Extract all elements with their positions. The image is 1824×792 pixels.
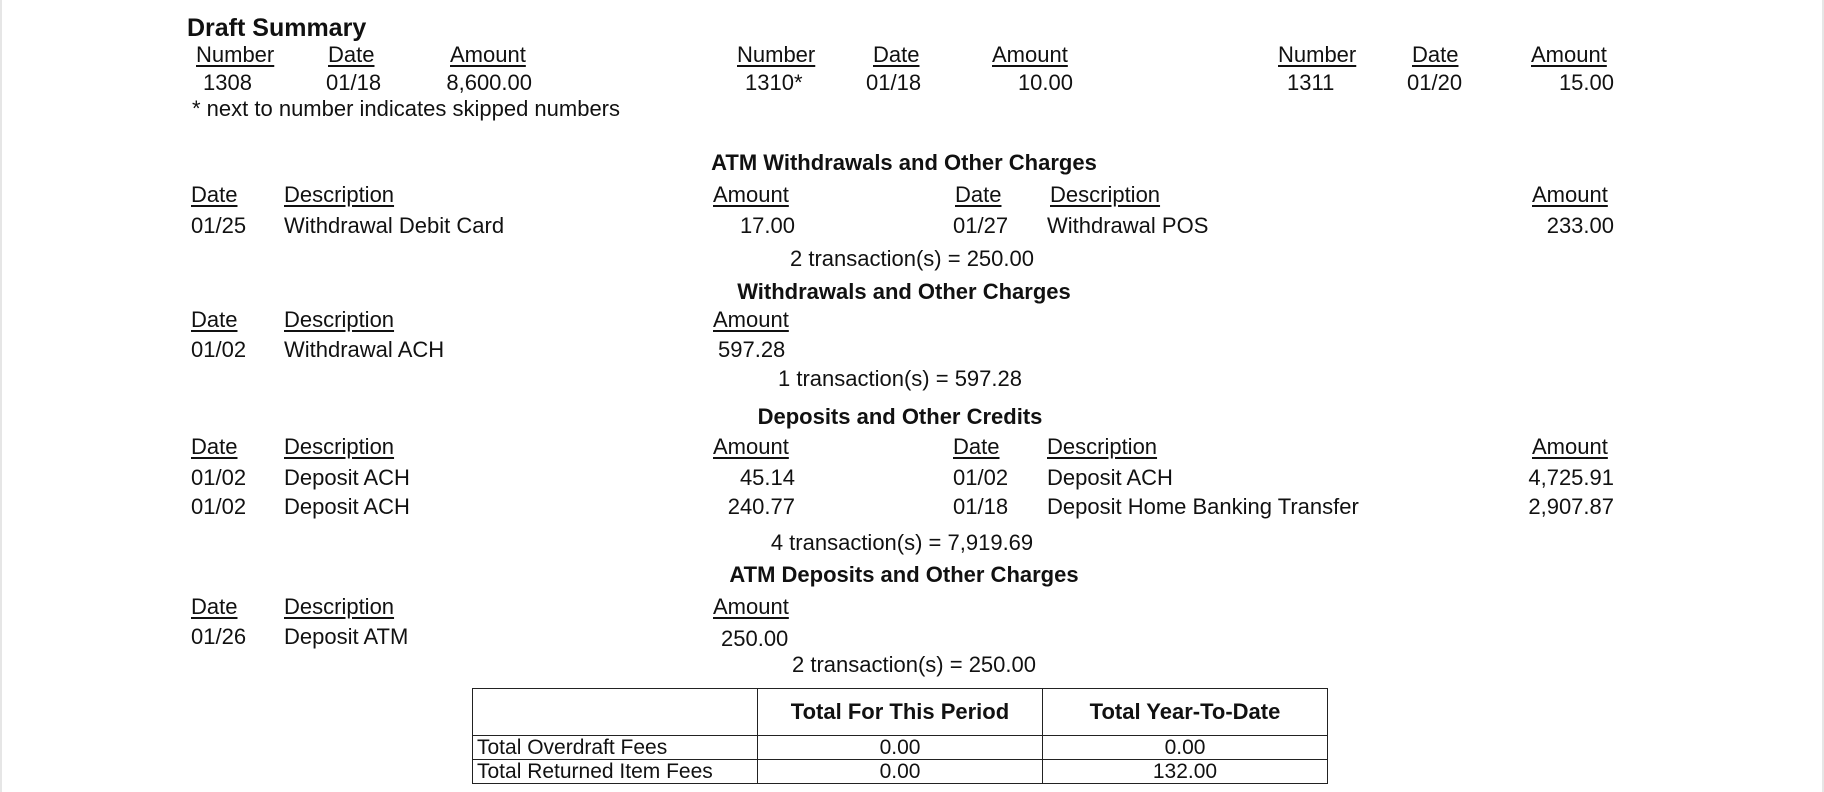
draft-date: 01/20 [1407, 70, 1463, 95]
transaction-description: Deposit ATM [284, 624, 409, 649]
draft-header-number: Number [196, 42, 275, 67]
transaction-date: 01/25 [191, 213, 247, 238]
transaction-amount: 4,725.91 [1528, 465, 1614, 490]
transaction-date: 01/27 [953, 213, 1009, 238]
fee-label: Total Overdraft Fees [473, 736, 758, 760]
header-amount: Amount [1532, 182, 1608, 207]
fees-header-row [473, 689, 1328, 736]
deposits-title: Deposits and Other Credits [757, 404, 1043, 429]
transaction-amount: 17.00 [739, 213, 795, 238]
draft-note: * next to number indicates skipped numbers [192, 96, 621, 121]
fees-header-period: Total For This Period [758, 689, 1043, 736]
draft-header-number: Number [1278, 42, 1357, 67]
fee-period-value: 0.00 [758, 760, 1043, 784]
fee-label: Total Returned Item Fees [473, 760, 758, 784]
draft-header-date: Date [873, 42, 920, 67]
transaction-amount: 2,907.87 [1528, 494, 1614, 519]
transaction-date: 01/26 [191, 624, 247, 649]
draft-summary-title: Draft Summary [187, 14, 367, 42]
transaction-amount: 240.77 [727, 494, 795, 519]
withdrawals-title: Withdrawals and Other Charges [737, 279, 1071, 304]
withdrawals-total: 1 transaction(s) = 597.28 [778, 366, 1022, 391]
fees-table [472, 688, 1328, 784]
fees-header-ytd: Total Year-To-Date [1043, 689, 1328, 736]
transaction-amount: 250.00 [721, 626, 789, 651]
header-date: Date [953, 434, 1000, 459]
draft-header-amount: Amount [1531, 42, 1607, 67]
atm-withdrawals-total: 2 transaction(s) = 250.00 [790, 246, 1034, 271]
draft-number: 1308 [203, 70, 252, 95]
transaction-date: 01/02 [191, 465, 247, 490]
header-amount: Amount [713, 182, 789, 207]
header-description: Description [284, 182, 395, 207]
fees-header-blank [473, 689, 758, 736]
transaction-amount: 45.14 [739, 465, 795, 490]
atm-deposits-title: ATM Deposits and Other Charges [729, 562, 1079, 587]
transaction-date: 01/02 [191, 337, 247, 362]
header-amount: Amount [713, 594, 789, 619]
fees-row [473, 736, 1328, 760]
fee-ytd-value: 132.00 [1043, 760, 1328, 784]
fee-period-value: 0.00 [758, 736, 1043, 760]
header-date: Date [191, 594, 238, 619]
header-description: Description [284, 594, 395, 619]
transaction-date: 01/02 [953, 465, 1009, 490]
atm-withdrawals-title: ATM Withdrawals and Other Charges [711, 150, 1097, 175]
draft-number: 1311 [1287, 70, 1335, 95]
page-edge-left [0, 0, 2, 792]
transaction-description: Deposit ACH [1047, 465, 1173, 490]
transaction-description: Withdrawal Debit Card [284, 213, 505, 238]
header-date: Date [955, 182, 1002, 207]
header-description: Description [284, 307, 395, 332]
draft-date: 01/18 [866, 70, 922, 95]
atm-deposits-total: 2 transaction(s) = 250.00 [792, 652, 1036, 677]
transaction-date: 01/18 [953, 494, 1009, 519]
transaction-description: Deposit ACH [284, 465, 410, 490]
header-amount: Amount [713, 307, 789, 332]
header-date: Date [191, 182, 238, 207]
transaction-description: Deposit Home Banking Transfer [1047, 494, 1359, 519]
transaction-description: Withdrawal POS [1047, 213, 1209, 238]
transaction-amount: 233.00 [1546, 213, 1614, 238]
draft-date: 01/18 [326, 70, 382, 95]
draft-amount: 15.00 [1558, 70, 1614, 95]
draft-amount: 8,600.00 [446, 70, 532, 95]
fees-row [473, 760, 1328, 784]
draft-amount: 10.00 [1017, 70, 1073, 95]
draft-header-date: Date [328, 42, 375, 67]
transaction-amount: 597.28 [718, 337, 786, 362]
header-amount: Amount [1532, 434, 1608, 459]
draft-header-amount: Amount [992, 42, 1068, 67]
header-description: Description [1047, 434, 1158, 459]
fee-ytd-value: 0.00 [1043, 736, 1328, 760]
draft-number: 1310* [745, 70, 803, 95]
header-description: Description [284, 434, 395, 459]
transaction-description: Deposit ACH [284, 494, 410, 519]
header-date: Date [191, 434, 238, 459]
header-date: Date [191, 307, 238, 332]
draft-header-date: Date [1412, 42, 1459, 67]
header-amount: Amount [713, 434, 789, 459]
draft-header-amount: Amount [450, 42, 526, 67]
draft-header-number: Number [737, 42, 816, 67]
deposits-total: 4 transaction(s) = 7,919.69 [770, 530, 1034, 555]
transaction-date: 01/02 [191, 494, 247, 519]
transaction-description: Withdrawal ACH [284, 337, 445, 362]
header-description: Description [1050, 182, 1161, 207]
